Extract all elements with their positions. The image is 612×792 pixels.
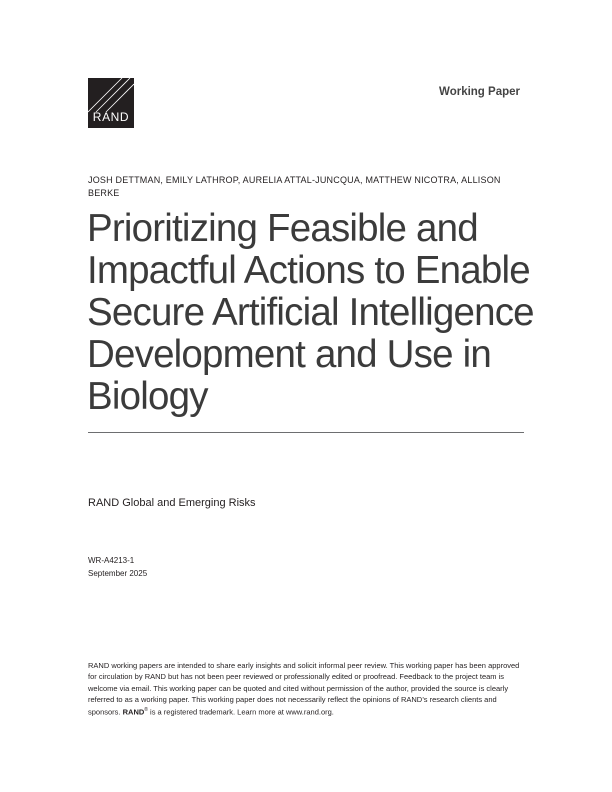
author-list: JOSH DETTMAN, EMILY LATHROP, AURELIA ATTAL-JUNCQUA, MATTHEW NICOTRA, ALLISON BERKE <box>88 175 501 198</box>
rand-logo <box>88 78 134 128</box>
report-number: WR-A4213-1 <box>88 556 135 565</box>
disclaimer-body-end: is a registered trademark. Learn more at www.rand.org. <box>147 707 334 717</box>
disclaimer-brand: RAND <box>122 707 145 717</box>
program-name: RAND Global and Emerging Risks <box>88 497 256 509</box>
logo-text: RAND <box>92 110 130 124</box>
disclaimer-text <box>88 660 528 718</box>
paper-type-label: Working Paper <box>439 86 520 98</box>
document-title: Prioritizing Feasible and Impactful Actions to Enable Secure Artificial Intelligence Development and Use in Biology <box>87 207 534 418</box>
disclaimer-body: RAND working papers are intended to share early insights and solicit informal peer review. This working paper has been approved for circulation by RAND but has not been peer reviewed or professionally edited or proofread. Feedback to the project team is welcome via email. This working paper can be quoted and cited without permission of the author, provided the source is clearly referred to as a working paper. This working paper does not necessarily reflect the opinions of RAND’s research clients and sponsors. <box>88 661 520 717</box>
registered-mark: ® <box>144 707 148 714</box>
title-divider <box>88 432 524 433</box>
publication-date: September 2025 <box>88 569 148 578</box>
